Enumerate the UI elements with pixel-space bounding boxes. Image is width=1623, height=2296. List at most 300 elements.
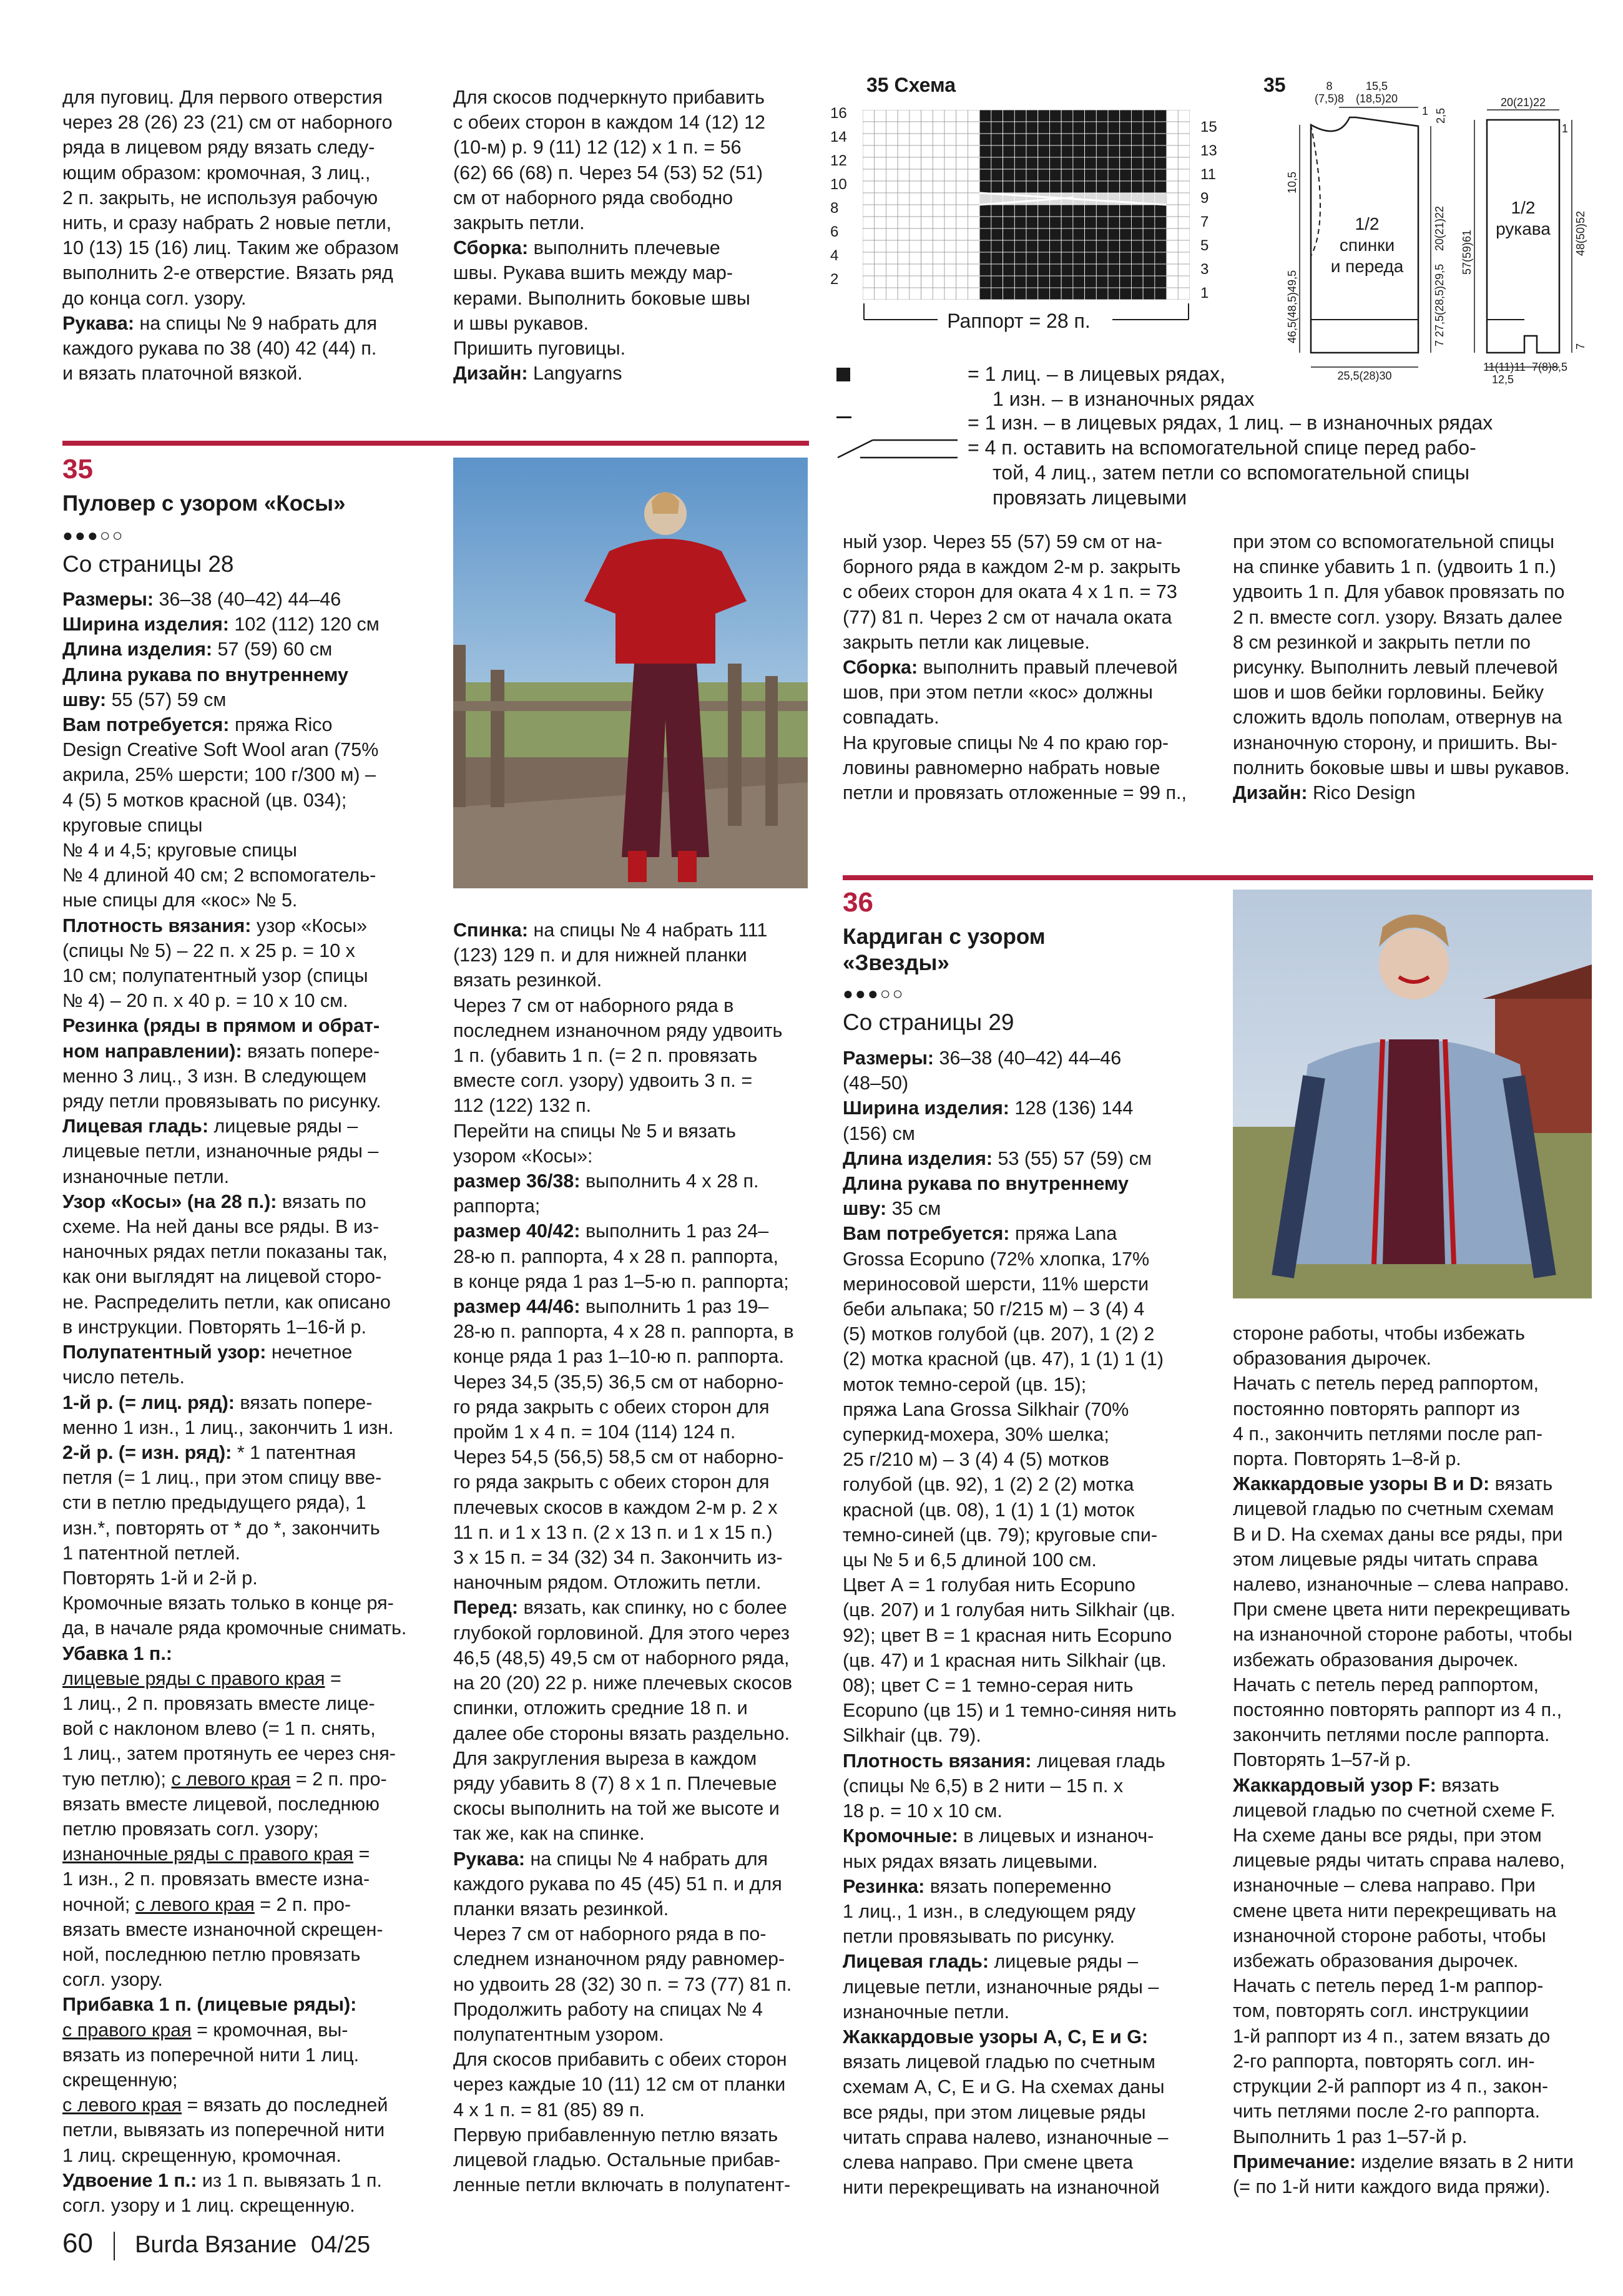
chart-cell <box>863 252 875 264</box>
chart-cell <box>1108 181 1120 193</box>
chart-cell <box>1003 110 1015 122</box>
text-line <box>453 2172 815 2197</box>
text: спинки, отложить средние 18 п. и <box>453 1697 748 1719</box>
chart-cell <box>956 145 968 157</box>
bold-label: шву: <box>62 689 107 710</box>
chart-cell <box>1108 205 1120 217</box>
chart-cell <box>933 217 944 228</box>
bold-label: Сборка: <box>843 657 918 679</box>
text-line <box>1233 1471 1607 1496</box>
text: 36–38 (40–42) 44–46 <box>154 589 341 610</box>
chart-cell <box>898 122 910 134</box>
text: Первую прибавленную петлю вязать <box>453 2124 778 2146</box>
chart-cell <box>1049 264 1061 276</box>
text-line <box>843 1849 1217 1874</box>
chart-cell <box>1155 217 1167 228</box>
issue-number: 04/25 <box>311 2232 371 2258</box>
chart-cell <box>1178 252 1190 264</box>
text: № 4) – 20 п. х 40 р. = 10 х 10 см. <box>62 990 348 1012</box>
chart-cell <box>921 276 933 288</box>
chart-cell <box>1014 264 1026 276</box>
chart-cell <box>1131 228 1143 240</box>
photo-red-cable-pullover-image <box>453 458 808 888</box>
text: избежать образования дырочек. <box>1233 1950 1519 1972</box>
text-line <box>843 1899 1217 1924</box>
chart-cell <box>1038 240 1050 252</box>
text: ночной; <box>62 1893 135 1915</box>
chart-cell <box>875 288 886 300</box>
chart-cell <box>933 240 944 252</box>
text-line <box>453 1294 815 1319</box>
text: избежать образования дырочек. <box>1233 1649 1519 1670</box>
text-line <box>1233 2099 1607 2124</box>
text-line <box>62 1114 431 1139</box>
chart-cell <box>1143 205 1155 217</box>
text: петли, вывязать из поперечной нити <box>62 2119 385 2141</box>
text-line <box>62 662 431 687</box>
text-line <box>1233 1421 1607 1446</box>
chart-cell <box>979 205 991 217</box>
text: 10 см; полупатентный узор (спицы <box>62 965 368 987</box>
text-line <box>843 780 1217 805</box>
chart-cell <box>1155 228 1167 240</box>
text: лицевой гладью по счетной схеме F. <box>1233 1799 1556 1821</box>
text: следнем изнаночном ряду равномер- <box>453 1948 785 1970</box>
text: на спицы № 9 набрать для <box>134 312 378 334</box>
text-line <box>453 1771 815 1796</box>
chart-cell <box>910 193 921 205</box>
chart-cell <box>1108 134 1120 145</box>
chart-cell <box>991 240 1003 252</box>
text: акрила, 25% шерсти; 100 г/300 м) – <box>62 764 376 786</box>
text: Выполнить 1 раз 1–57-й р. <box>1233 2126 1468 2147</box>
text-line <box>62 1741 431 1766</box>
chart-cell <box>1108 264 1120 276</box>
chart-cell <box>991 122 1003 134</box>
text-line <box>453 85 815 110</box>
chart-cell <box>933 169 944 181</box>
text-line <box>453 2097 815 2122</box>
chart-cell <box>875 217 886 228</box>
text: вязать лицевой гладью по счетным <box>843 2051 1155 2073</box>
chart-cell <box>1120 276 1132 288</box>
chart-title: 35 Схема <box>866 74 956 96</box>
chart-cell <box>921 252 933 264</box>
chart-row-number: 1 <box>1200 285 1209 302</box>
chart-cell <box>1014 169 1026 181</box>
bold-label: Плотность вязания: <box>843 1750 1032 1772</box>
top-text-column-1 <box>62 85 418 386</box>
underlined-text: лицевые ряды с правого края <box>62 1667 325 1689</box>
chart-cell <box>1096 157 1108 169</box>
chart-cell <box>898 157 910 169</box>
text-line <box>62 762 431 787</box>
chart-cell <box>1085 205 1097 217</box>
chart-cell <box>886 240 898 252</box>
photo-star-cardigan <box>1233 890 1592 1298</box>
text-line <box>1233 1346 1607 1371</box>
chart-cell <box>886 252 898 264</box>
text: Ecopuno (цв 15) и 1 темно-синяя нить <box>843 1700 1177 1722</box>
text: вязать резинкой. <box>453 969 602 991</box>
chart-cell <box>1108 169 1120 181</box>
text-line <box>62 210 418 235</box>
text-line <box>62 1239 431 1264</box>
text-line <box>843 1322 1217 1347</box>
chart-cell <box>979 240 991 252</box>
text: го ряда закрыть с обеих сторон для <box>453 1471 770 1493</box>
schematic-measure: 7 <box>1574 343 1587 350</box>
chart-cell <box>1108 122 1120 134</box>
text-line <box>62 2018 431 2043</box>
schematic-measure: (18,5)20 <box>1356 92 1398 105</box>
text: лицевая гладь <box>1031 1750 1165 1772</box>
chart-cell <box>875 276 886 288</box>
chart-cell <box>921 181 933 193</box>
chart-cell <box>1108 228 1120 240</box>
text-line <box>62 2043 431 2068</box>
chart-cell <box>1167 181 1179 193</box>
chart-cell <box>898 288 910 300</box>
text: ряду петли провязывать по рисунку. <box>62 1091 381 1112</box>
text-line <box>843 680 1217 705</box>
text: 92); цвет В = 1 красная нить Ecopuno <box>843 1624 1172 1646</box>
text-line <box>843 730 1217 755</box>
text-line <box>453 185 815 210</box>
text: на 20 (20) 22 р. ниже плечевых скосов <box>453 1672 793 1694</box>
chart-cell <box>1155 169 1167 181</box>
photo-star-cardigan-image <box>1233 890 1592 1298</box>
text-line <box>453 2022 815 2047</box>
text-line <box>843 1749 1217 1774</box>
chart-cell <box>863 228 875 240</box>
bold-label: Резинка: <box>843 1875 925 1897</box>
chart-cell <box>886 205 898 217</box>
text-line <box>1233 1898 1607 1923</box>
text-line <box>453 1972 815 1997</box>
chart-cell <box>910 122 921 134</box>
bold-label: Удвоение 1 п.: <box>62 2169 197 2191</box>
chart-cell <box>1038 169 1050 181</box>
text: полупатентным узором. <box>453 2023 664 2045</box>
chart-cell <box>898 169 910 181</box>
text: выполнить 2-е отверстие. Вязать ряд <box>62 262 393 284</box>
chart-cell <box>933 145 944 157</box>
section-35-page-ref: Со страницы 28 <box>62 551 234 577</box>
text: вязать <box>1489 1473 1553 1495</box>
text: через 28 (26) 23 (21) см от наборного <box>62 112 393 134</box>
bold-label: Спинка: <box>453 920 529 941</box>
chart-cell <box>1038 134 1050 145</box>
text: Начать с петель перед раппортом, <box>1233 1373 1539 1395</box>
chart-cell <box>956 276 968 288</box>
text-line <box>453 1847 815 1872</box>
bold-label: Ширина изделия: <box>843 1097 1009 1119</box>
chart-cell <box>968 145 979 157</box>
text-line <box>453 1395 815 1420</box>
chart-cell <box>1026 217 1038 228</box>
text: каждого рукава по 38 (40) 42 (44) п. <box>62 338 377 360</box>
legend-text: 1 изн. – в изнаночных рядах <box>993 388 1255 410</box>
text-line <box>62 1440 431 1465</box>
chart-cell <box>1155 288 1167 300</box>
text: петлю провязать согл. узору; <box>62 1818 319 1840</box>
text-line <box>453 1219 815 1244</box>
text-line <box>62 788 431 813</box>
text-line <box>62 1842 431 1867</box>
bold-label: Полупатентный узор: <box>62 1342 267 1363</box>
text-line <box>62 1641 431 1666</box>
text: 1-й раппорт из 4 п., затем вязать до <box>1233 2025 1551 2047</box>
text-line <box>62 1817 431 1842</box>
text: = 2 п. про- <box>254 1893 351 1915</box>
text: так же, как на спинке. <box>453 1823 645 1845</box>
text-line <box>843 1472 1217 1497</box>
text: из 1 п. вывязать 1 п. <box>197 2169 382 2191</box>
text-line <box>62 160 418 185</box>
chart-cell <box>1131 181 1143 193</box>
text: 128 (136) 144 <box>1009 1097 1134 1119</box>
schematic-measure: 57(59)61 <box>1461 229 1473 275</box>
chart-cell <box>1167 193 1179 205</box>
text-line <box>62 1767 431 1792</box>
bold-label: Жаккардовый узор F: <box>1233 1774 1436 1796</box>
text: схемам А, С, Е и G. На схемах даны <box>843 2076 1165 2098</box>
chart-cell <box>910 217 921 228</box>
text-line <box>453 1093 815 1118</box>
text-line <box>62 712 431 737</box>
text-line <box>843 605 1217 630</box>
chart-cell <box>1085 181 1097 193</box>
chart-cell <box>1108 240 1120 252</box>
text-line <box>62 1264 431 1289</box>
schematic-measure: 25,5(28)30 <box>1337 370 1392 382</box>
text-line <box>453 1319 815 1344</box>
schematic-measure: 48(50)52 <box>1574 210 1587 256</box>
legend-text: той, 4 лиц., затем петли со вспомогательной спицы <box>993 461 1469 484</box>
chart-cell <box>933 228 944 240</box>
text: слева направо. При смене цвета <box>843 2151 1134 2173</box>
chart-cell <box>863 134 875 145</box>
text: лицевой гладью. Остальные прибав- <box>453 2149 781 2171</box>
chart-cell <box>1061 181 1073 193</box>
text: 1 изн., 2 п. провязать вместе изна- <box>62 1868 370 1890</box>
schematic-measure: 7 <box>1433 340 1446 346</box>
text: изделие вязать в 2 нити <box>1356 2151 1574 2172</box>
chart-cell <box>1178 264 1190 276</box>
text-line <box>1233 1371 1607 1396</box>
chart-cell <box>1026 169 1038 181</box>
chart-cell <box>944 134 956 145</box>
chart-cell <box>863 122 875 134</box>
text: Повторять 1-й и 2-й р. <box>62 1567 258 1589</box>
schematic-measure: 12,5 <box>1492 373 1514 386</box>
text: пряжа Lana <box>1009 1223 1117 1245</box>
text-line <box>62 336 418 361</box>
text-line <box>62 1516 431 1541</box>
chart-cell <box>875 252 886 264</box>
chart-cell <box>968 110 979 122</box>
chart-cell <box>933 276 944 288</box>
text: число петель. <box>62 1366 185 1388</box>
text-line <box>843 1171 1217 1196</box>
section-35-title: Пуловер с узором «Косы» <box>62 491 346 516</box>
chart-cell <box>1167 145 1179 157</box>
text: 102 (112) 120 см <box>228 614 380 635</box>
text-line <box>1233 1697 1607 1722</box>
text-line <box>62 1465 431 1490</box>
chart-cell <box>1155 122 1167 134</box>
text: раппорта; <box>453 1195 541 1217</box>
text-line <box>62 1716 431 1741</box>
chart-cell <box>991 157 1003 169</box>
text-line <box>453 286 815 311</box>
text-line <box>62 913 431 938</box>
chart-cell <box>1131 288 1143 300</box>
text-line <box>453 1269 815 1294</box>
difficulty-rating: ●●●○○ <box>62 526 125 545</box>
text-line <box>1233 1321 1607 1346</box>
chart-cell <box>1014 157 1026 169</box>
text: (62) 66 (68) п. Через 54 (53) 52 (51) <box>453 162 763 184</box>
chart-cell <box>1026 264 1038 276</box>
text-line <box>1233 2024 1607 2049</box>
text-line <box>1233 2149 1607 2174</box>
chart-cell <box>1155 181 1167 193</box>
chart-cell <box>1096 252 1108 264</box>
text: 18 р. = 10 х 10 см. <box>843 1800 1003 1822</box>
text: 4 п., закончить петлями после рап- <box>1233 1423 1543 1445</box>
chart-cell <box>1155 276 1167 288</box>
text-line <box>453 210 815 235</box>
text-line <box>453 260 815 285</box>
text-line <box>453 2147 815 2172</box>
schematic-measure: 11(11)11 <box>1483 361 1526 373</box>
chart-cell <box>933 134 944 145</box>
text: изнаночные петли. <box>843 2001 1010 2023</box>
text-line <box>1233 2174 1607 2199</box>
chart-cell <box>1178 217 1190 228</box>
text-line <box>453 1746 815 1771</box>
chart-cell <box>875 240 886 252</box>
schematic-body-label-3: и переда <box>1330 257 1404 276</box>
chart-cell <box>1085 217 1097 228</box>
chart-cell <box>1178 169 1190 181</box>
chart-cell <box>1155 110 1167 122</box>
chart-cell <box>1061 276 1073 288</box>
text-line <box>843 1924 1217 1949</box>
chart-cell <box>910 145 921 157</box>
text: через каждые 10 (11) 12 см от планки <box>453 2074 786 2096</box>
chart-cell <box>863 240 875 252</box>
text: Grossa Ecopuno (72% хлопка, 17% <box>843 1248 1150 1270</box>
chart-cell <box>898 110 910 122</box>
text-line <box>453 1946 815 1971</box>
chart-cell <box>1014 181 1026 193</box>
text-line <box>1233 1823 1607 1848</box>
text: петля (= 1 лиц., при этом спицу вве- <box>62 1467 382 1489</box>
chart-cell <box>898 264 910 276</box>
text-line <box>453 110 815 135</box>
text: плечевых скосов в каждом 2-м р. 2 х <box>453 1496 778 1518</box>
rapport-label: Раппорт = 28 п. <box>947 310 1091 332</box>
text-line <box>62 988 431 1013</box>
text: налево, изнаночные – слева направо. <box>1233 1574 1569 1596</box>
text-line <box>843 1698 1217 1723</box>
text-line <box>62 1490 431 1515</box>
text-line <box>62 1139 431 1164</box>
text: Повторять 1–57-й р. <box>1233 1749 1411 1771</box>
chart-cell <box>979 228 991 240</box>
chart-cell <box>979 276 991 288</box>
text: пройм 1 х 4 п. = 104 (114) 124 п. <box>453 1421 736 1443</box>
chart-cell <box>1003 181 1015 193</box>
chart-cell <box>898 217 910 228</box>
text: (10-м) р. 9 (11) 12 (12) х 1 п. = 56 <box>453 137 742 159</box>
text: вязать по <box>277 1190 366 1212</box>
text-line <box>62 1541 431 1566</box>
text: глубокой горловиной. Для этого через <box>453 1622 790 1644</box>
chart-cell <box>956 122 968 134</box>
chart-cell <box>898 181 910 193</box>
chart-cell <box>944 181 956 193</box>
chart-cell <box>956 217 968 228</box>
text: менно 3 лиц., 3 изн. В следующем <box>62 1065 367 1087</box>
chart-cell <box>1085 145 1097 157</box>
chart-row-number: 16 <box>830 105 847 122</box>
section-35-column-3 <box>843 529 1217 805</box>
text: наночным рядом. Отложить петли. <box>453 1572 762 1594</box>
chart-cell <box>898 240 910 252</box>
text-line <box>62 1892 431 1917</box>
legend-symbol-cable <box>835 433 960 470</box>
bold-label: Перед: <box>453 1597 518 1619</box>
text: струкции 2-й раппорт из 4 п., закон- <box>1233 2076 1549 2097</box>
bold-label: Плотность вязания: <box>62 915 252 936</box>
text: выполнить плечевые <box>528 237 720 259</box>
chart-cell <box>1049 276 1061 288</box>
text: образования дырочек. <box>1233 1348 1431 1370</box>
chart-cell <box>863 193 875 205</box>
text-line <box>843 1422 1217 1447</box>
chart-cell <box>1073 240 1085 252</box>
text-line <box>62 1992 431 2017</box>
chart-cell <box>1073 264 1085 276</box>
chart-cell <box>1003 228 1015 240</box>
chart-cell <box>944 276 956 288</box>
text: закончить петлями после раппорта. <box>1233 1724 1550 1746</box>
text: 28-ю п. раппорта, 4 х 28 п. раппорта, в <box>453 1321 794 1343</box>
text-line <box>453 2047 815 2072</box>
text-line <box>1233 1622 1607 1647</box>
section-35-column-2 <box>453 918 815 2197</box>
text: = 2 п. про- <box>290 1768 387 1790</box>
chart-row-number: 10 <box>830 176 847 193</box>
chart-cell <box>1167 240 1179 252</box>
chart-cell <box>1073 252 1085 264</box>
chart-cell <box>1073 134 1085 145</box>
text-line <box>1233 1547 1607 1572</box>
text-line <box>453 1545 815 1570</box>
chart-cell <box>921 134 933 145</box>
chart-cell <box>1131 110 1143 122</box>
chart-cell <box>1131 252 1143 264</box>
chart-cell <box>933 264 944 276</box>
text-line <box>62 1189 431 1214</box>
chart-cell <box>991 252 1003 264</box>
legend-text: провязать лицевыми <box>993 486 1187 509</box>
text: в лицевых и изнаноч- <box>958 1825 1154 1847</box>
